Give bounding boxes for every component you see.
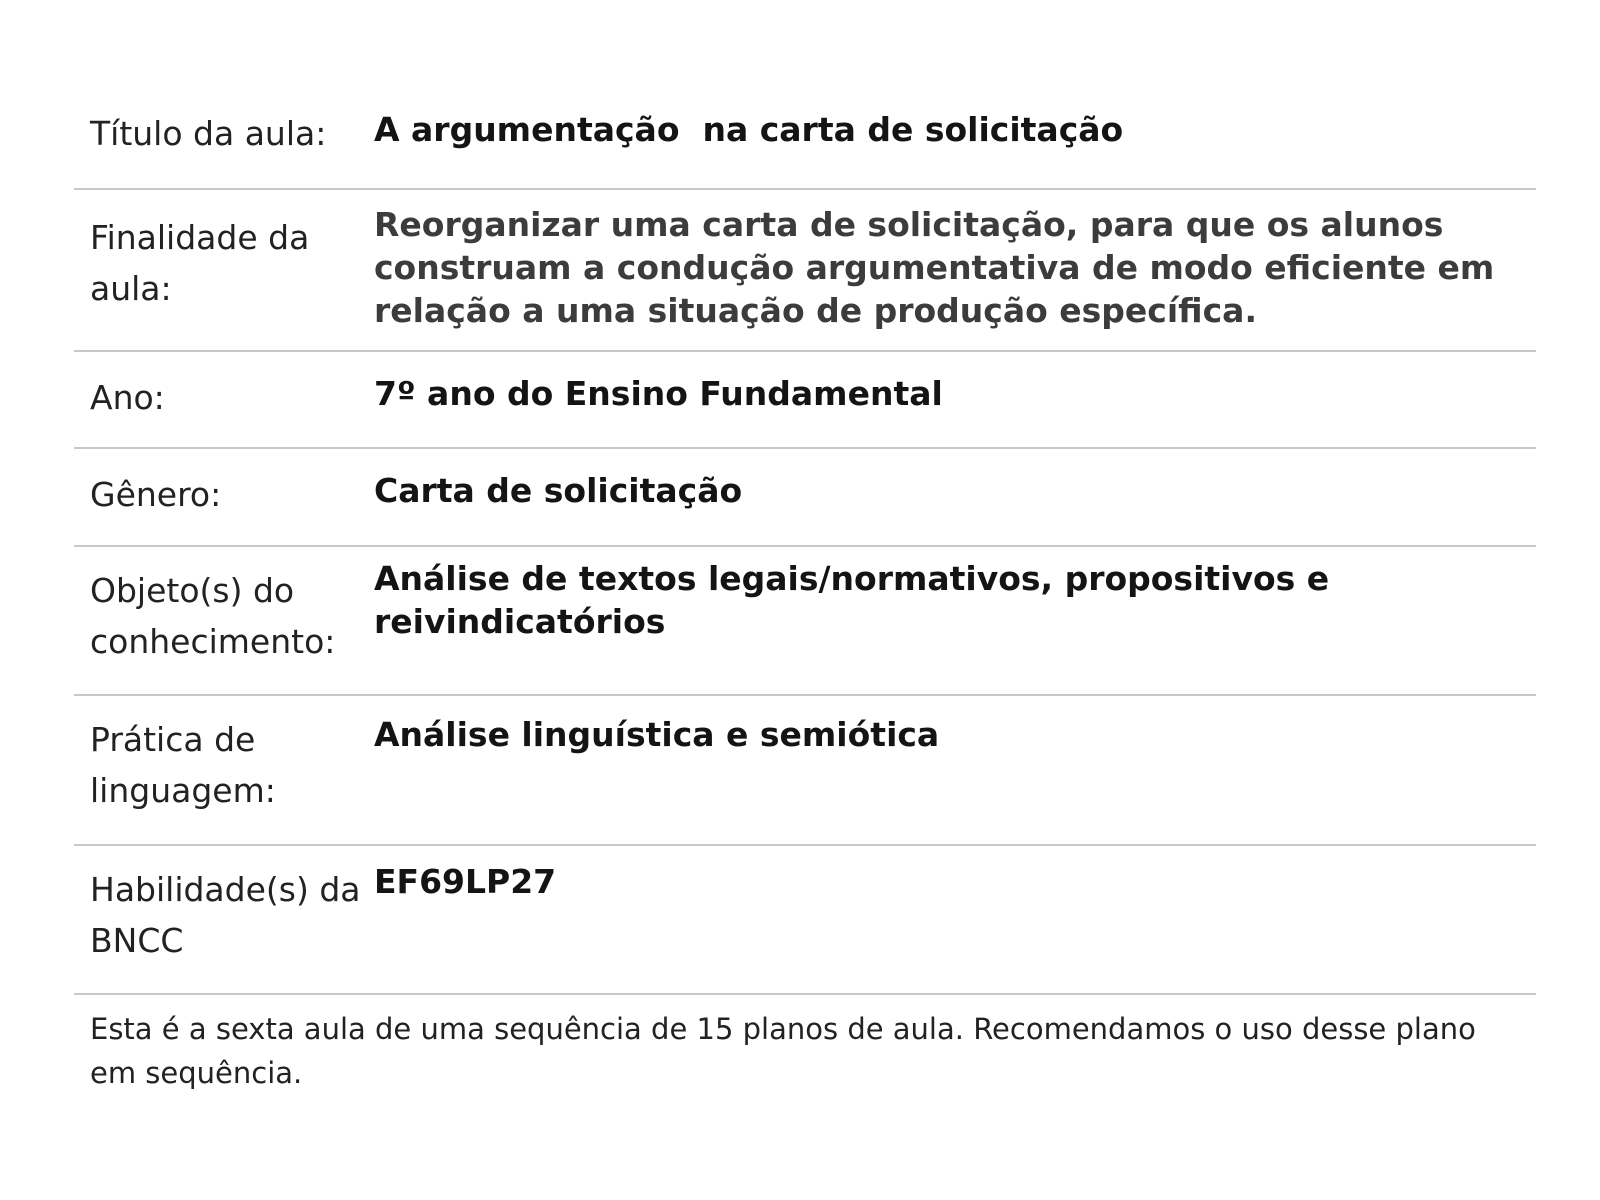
label-ano: Ano: xyxy=(90,378,165,417)
value-genero: Carta de solicitação xyxy=(374,471,743,510)
value-finalidade: Reorganizar uma carta de solicitação, para que os alunos construam a condução argumentativa de modo eficiente em relação a uma situação de produção específica. xyxy=(374,205,1495,330)
value-objeto: Análise de textos legais/normativos, propositivos e reivindicatórios xyxy=(374,559,1330,641)
row-habilidade xyxy=(74,846,1536,995)
value-titulo: A argumentação na carta de solicitação xyxy=(374,110,1124,149)
row-finalidade xyxy=(74,190,1536,352)
label-objeto: Objeto(s) do conhecimento: xyxy=(90,571,336,661)
row-objeto xyxy=(74,547,1536,696)
value-pratica: Análise linguística e semiótica xyxy=(374,715,940,754)
sequence-note: Esta é a sexta aula de uma sequência de 15 planos de aula. Recomendamos o uso desse plano em sequência. xyxy=(90,1012,1476,1090)
label-finalidade: Finalidade da aula: xyxy=(90,218,310,308)
value-habilidade: EF69LP27 xyxy=(374,862,557,901)
label-habilidade: Habilidade(s) da BNCC xyxy=(90,870,361,960)
row-pratica xyxy=(74,696,1536,846)
row-titulo xyxy=(74,88,1536,190)
row-ano xyxy=(74,352,1536,449)
value-ano: 7º ano do Ensino Fundamental xyxy=(374,374,943,413)
row-genero xyxy=(74,449,1536,547)
lesson-info-table xyxy=(74,88,1536,1095)
label-genero: Gênero: xyxy=(90,475,222,514)
label-titulo: Título da aula: xyxy=(90,114,327,153)
label-pratica: Prática de linguagem: xyxy=(90,720,276,810)
